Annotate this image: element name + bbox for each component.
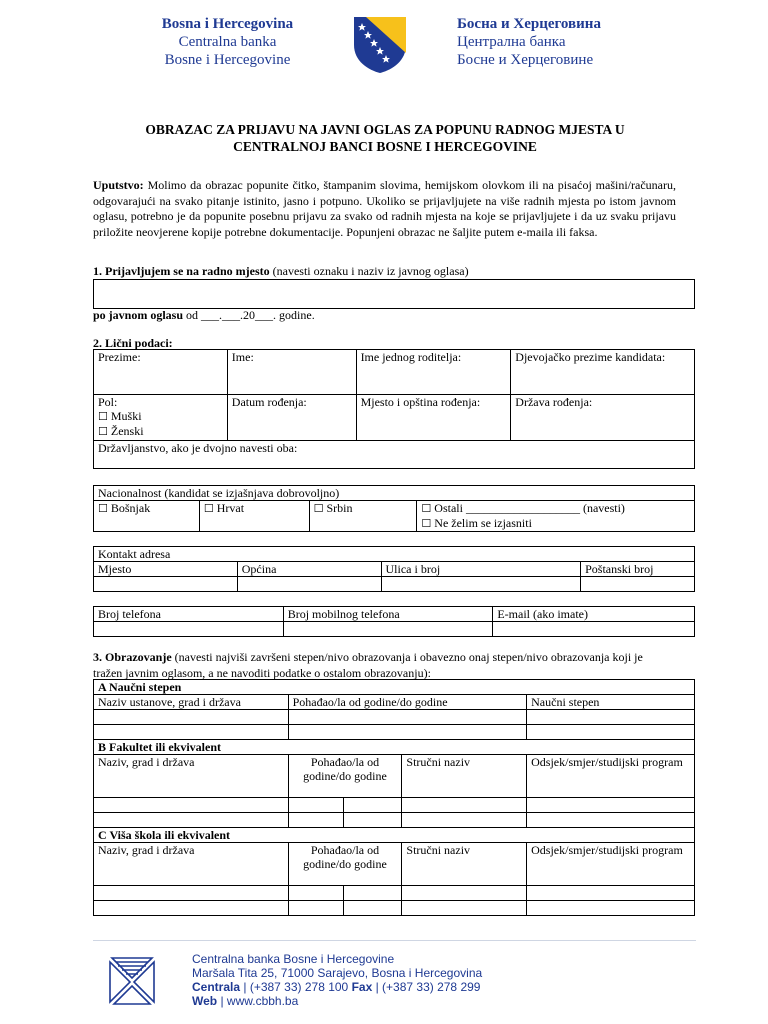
- section3-hint: (navesti najviši završeni stepen/nivo obrazovanja i obavezno onaj stepen/nivo obrazovanja koji je tražen javnim oglasom, a ne navoditi podatke o ostalom obrazovanju):: [93, 650, 643, 680]
- edu-a-cell[interactable]: [527, 725, 695, 740]
- section3-label: 3. Obrazovanje: [93, 650, 172, 664]
- edu-a-cell[interactable]: [94, 710, 289, 725]
- field-datum-rodjenja[interactable]: Datum rođenja:: [227, 395, 356, 441]
- oglas-label: po javnom oglasu: [93, 308, 184, 322]
- bosnjak-label: Bošnjak: [110, 501, 151, 515]
- personal-data-table: [93, 349, 695, 469]
- header-left-block: [140, 15, 315, 69]
- edu-c-col3: Stručni naziv: [402, 843, 527, 886]
- job-position-field[interactable]: [93, 279, 695, 309]
- cbbh-logo-icon: [106, 954, 158, 1006]
- option-muski[interactable]: [98, 409, 223, 424]
- checkbox-icon[interactable]: ☐: [313, 502, 324, 515]
- edu-b-cell[interactable]: [94, 813, 289, 828]
- header-right-bank-country: Босне и Херцеговине: [457, 52, 594, 68]
- field-djevojacko[interactable]: Djevojačko prezime kandidata:: [511, 350, 695, 395]
- edu-c-cell[interactable]: [288, 901, 344, 916]
- header-left-bank-country: Bosne i Hercegovine: [164, 52, 291, 68]
- edu-c-cell[interactable]: [527, 901, 695, 916]
- hrvat-label: Hrvat: [216, 501, 245, 515]
- header-right-bank: Централна банка: [457, 34, 566, 50]
- edu-b-cell[interactable]: [288, 813, 344, 828]
- contact-opcina-input[interactable]: [237, 577, 381, 592]
- edu-b-cell[interactable]: [402, 813, 527, 828]
- edu-c-col1: Naziv, grad i država: [94, 843, 289, 886]
- edu-c-cell[interactable]: [94, 886, 289, 901]
- edu-b-title: B Fakultet ili ekvivalent: [94, 740, 695, 755]
- fax-value: | (+387 33) 278 299: [372, 980, 481, 994]
- option-ne-zelim[interactable]: [421, 516, 690, 531]
- edu-a-col3: Naučni stepen: [527, 695, 695, 710]
- option-hrvat[interactable]: [199, 501, 309, 532]
- edu-c-col2: Pohađao/la od godine/do godine: [288, 843, 402, 886]
- edu-b-col4: Odsjek/smjer/studijski program: [527, 755, 695, 798]
- checkbox-icon[interactable]: ☐: [98, 502, 108, 515]
- oglas-date-text[interactable]: od ___.___.20___. godine.: [183, 308, 315, 322]
- phone-label: Broj telefona: [94, 607, 284, 622]
- contact-postanski-input[interactable]: [581, 577, 695, 592]
- footer-web: [192, 994, 482, 1008]
- edu-c-cell[interactable]: [344, 886, 402, 901]
- edu-b-cell[interactable]: [94, 798, 289, 813]
- header-right-country: Босна и Херцеговина: [457, 16, 601, 32]
- instructions-text: Molimo da obrazac popunite čitko, štampanim slovima, hemijskom olovkom ili na pisaćoj mašini/računaru, odgovarajući na svako pitanje istinito, jasno i potpuno. Ukoliko se prijavljujete na više radnih mjesta po istom javnom oglasu, potrebno je da popunite posebnu prijavu za svako od radnih mjesta na koje se prijavljujete i da uz svaku prijavu priložite neovjerene kopije potrebne dokumentacije. Popunjeni obrazac ne šaljite putem e-maila ili faksa.: [93, 178, 676, 239]
- education-table: [93, 679, 695, 916]
- edu-c-cell[interactable]: [288, 886, 344, 901]
- footer-bank-name: Centralna banka Bosne i Hercegovine: [192, 952, 395, 966]
- field-roditelj[interactable]: Ime jednog roditelja:: [356, 350, 511, 395]
- option-zenski[interactable]: [98, 424, 223, 439]
- contact-table: [93, 546, 695, 592]
- checkbox-icon[interactable]: ☐: [98, 425, 108, 438]
- mobile-input[interactable]: [283, 622, 493, 637]
- email-input[interactable]: [493, 622, 695, 637]
- edu-c-col4: Odsjek/smjer/studijski program: [527, 843, 695, 886]
- instructions: [93, 178, 676, 240]
- email-label: E-mail (ako imate): [493, 607, 695, 622]
- form-title-line2: CENTRALNOJ BANCI BOSNE I HERCEGOVINE: [233, 139, 537, 154]
- section1-hint: (navesti oznaku i naziv iz javnog oglasa): [269, 264, 469, 278]
- contact-postanski-label: Poštanski broj: [581, 562, 695, 577]
- contact-mjesto-label: Mjesto: [94, 562, 238, 577]
- edu-b-col2: Pohađao/la od godine/do godine: [288, 755, 402, 798]
- edu-c-cell[interactable]: [402, 901, 527, 916]
- section1-label: 1. Prijavljujem se na radno mjesto: [93, 264, 270, 278]
- edu-b-cell[interactable]: [527, 798, 695, 813]
- edu-c-cell[interactable]: [402, 886, 527, 901]
- edu-a-cell[interactable]: [288, 710, 527, 725]
- edu-c-title: C Viša škola ili ekvivalent: [94, 828, 695, 843]
- checkbox-icon[interactable]: ☐: [421, 517, 432, 530]
- web-link[interactable]: | www.cbbh.ba: [217, 994, 299, 1008]
- contact-ulica-label: Ulica i broj: [381, 562, 581, 577]
- oglas-line: [93, 308, 315, 323]
- srbin-label: Srbin: [326, 501, 353, 515]
- field-pol: [94, 395, 228, 441]
- muski-label: Muški: [110, 409, 142, 423]
- footer-contact: [192, 952, 482, 1008]
- edu-a-title: A Naučni stepen: [94, 680, 695, 695]
- footer-divider: [93, 940, 696, 941]
- header-left-country: Bosna i Hercegovina: [161, 16, 294, 32]
- field-ime[interactable]: Ime:: [227, 350, 356, 395]
- edu-b-cell[interactable]: [527, 813, 695, 828]
- fax-label: Fax: [351, 980, 373, 994]
- edu-c-cell[interactable]: [527, 886, 695, 901]
- edu-b-cell[interactable]: [344, 798, 402, 813]
- form-title: [100, 121, 670, 155]
- edu-b-cell[interactable]: [344, 813, 402, 828]
- field-prezime[interactable]: Prezime:: [94, 350, 228, 395]
- section1-heading: [93, 264, 469, 279]
- header-right-block: [457, 15, 627, 69]
- option-ostali-group: [417, 501, 695, 532]
- ostali-label: Ostali ___________________ (navesti): [434, 501, 625, 515]
- zenski-label: Ženski: [110, 424, 144, 438]
- web-label: Web: [192, 994, 218, 1008]
- checkbox-icon[interactable]: ☐: [98, 410, 108, 423]
- footer-address: Maršala Tita 25, 71000 Sarajevo, Bosna i Hercegovina: [192, 966, 483, 980]
- contact-opcina-label: Općina: [237, 562, 381, 577]
- section3-heading: [93, 650, 653, 681]
- edu-a-col1: Naziv ustanove, grad i država: [94, 695, 289, 710]
- footer-phones: [192, 980, 482, 994]
- edu-a-cell[interactable]: [288, 725, 527, 740]
- header-left-bank: Centralna banka: [178, 34, 277, 50]
- contact-header: Kontakt adresa: [94, 547, 695, 562]
- ne-zelim-label: Ne želim se izjasniti: [434, 516, 532, 530]
- checkbox-icon[interactable]: ☐: [421, 502, 432, 515]
- edu-c-cell[interactable]: [344, 901, 402, 916]
- option-srbin[interactable]: [309, 501, 417, 532]
- contact-ulica-input[interactable]: [381, 577, 581, 592]
- centrala-label: Centrala: [192, 980, 241, 994]
- edu-a-cell[interactable]: [527, 710, 695, 725]
- edu-b-cell[interactable]: [402, 798, 527, 813]
- form-title-line1: OBRAZAC ZA PRIJAVU NA JAVNI OGLAS ZA POPUNU RADNOG MJESTA U: [145, 122, 625, 137]
- section2-label: 2. Lični podaci:: [93, 336, 173, 350]
- option-bosnjak[interactable]: [94, 501, 200, 532]
- phone-input[interactable]: [94, 622, 284, 637]
- edu-b-cell[interactable]: [288, 798, 344, 813]
- edu-b-col3: Stručni naziv: [402, 755, 527, 798]
- field-drzava-rodjenja[interactable]: Država rođenja:: [511, 395, 695, 441]
- field-mjesto-opstina[interactable]: Mjesto i opština rođenja:: [356, 395, 511, 441]
- phone-table: [93, 606, 695, 637]
- instructions-label: Uputstvo:: [93, 178, 144, 192]
- edu-a-cell[interactable]: [94, 725, 289, 740]
- edu-c-cell[interactable]: [94, 901, 289, 916]
- option-ostali[interactable]: [421, 501, 690, 516]
- pol-label: Pol:: [98, 395, 118, 409]
- contact-mjesto-input[interactable]: [94, 577, 238, 592]
- nationality-table: [93, 485, 695, 532]
- edu-a-col2: Pohađao/la od godine/do godine: [288, 695, 527, 710]
- mobile-label: Broj mobilnog telefona: [283, 607, 493, 622]
- centrala-value: | (+387 33) 278 100: [240, 980, 352, 994]
- edu-b-col1: Naziv, grad i država: [94, 755, 289, 798]
- coat-of-arms-icon: [352, 15, 408, 75]
- field-drzavljanstvo[interactable]: Državljanstvo, ako je dvojno navesti oba:: [94, 441, 695, 469]
- checkbox-icon[interactable]: ☐: [203, 502, 214, 515]
- nationality-header: Nacionalnost (kandidat se izjašnjava dobrovoljno): [94, 486, 695, 501]
